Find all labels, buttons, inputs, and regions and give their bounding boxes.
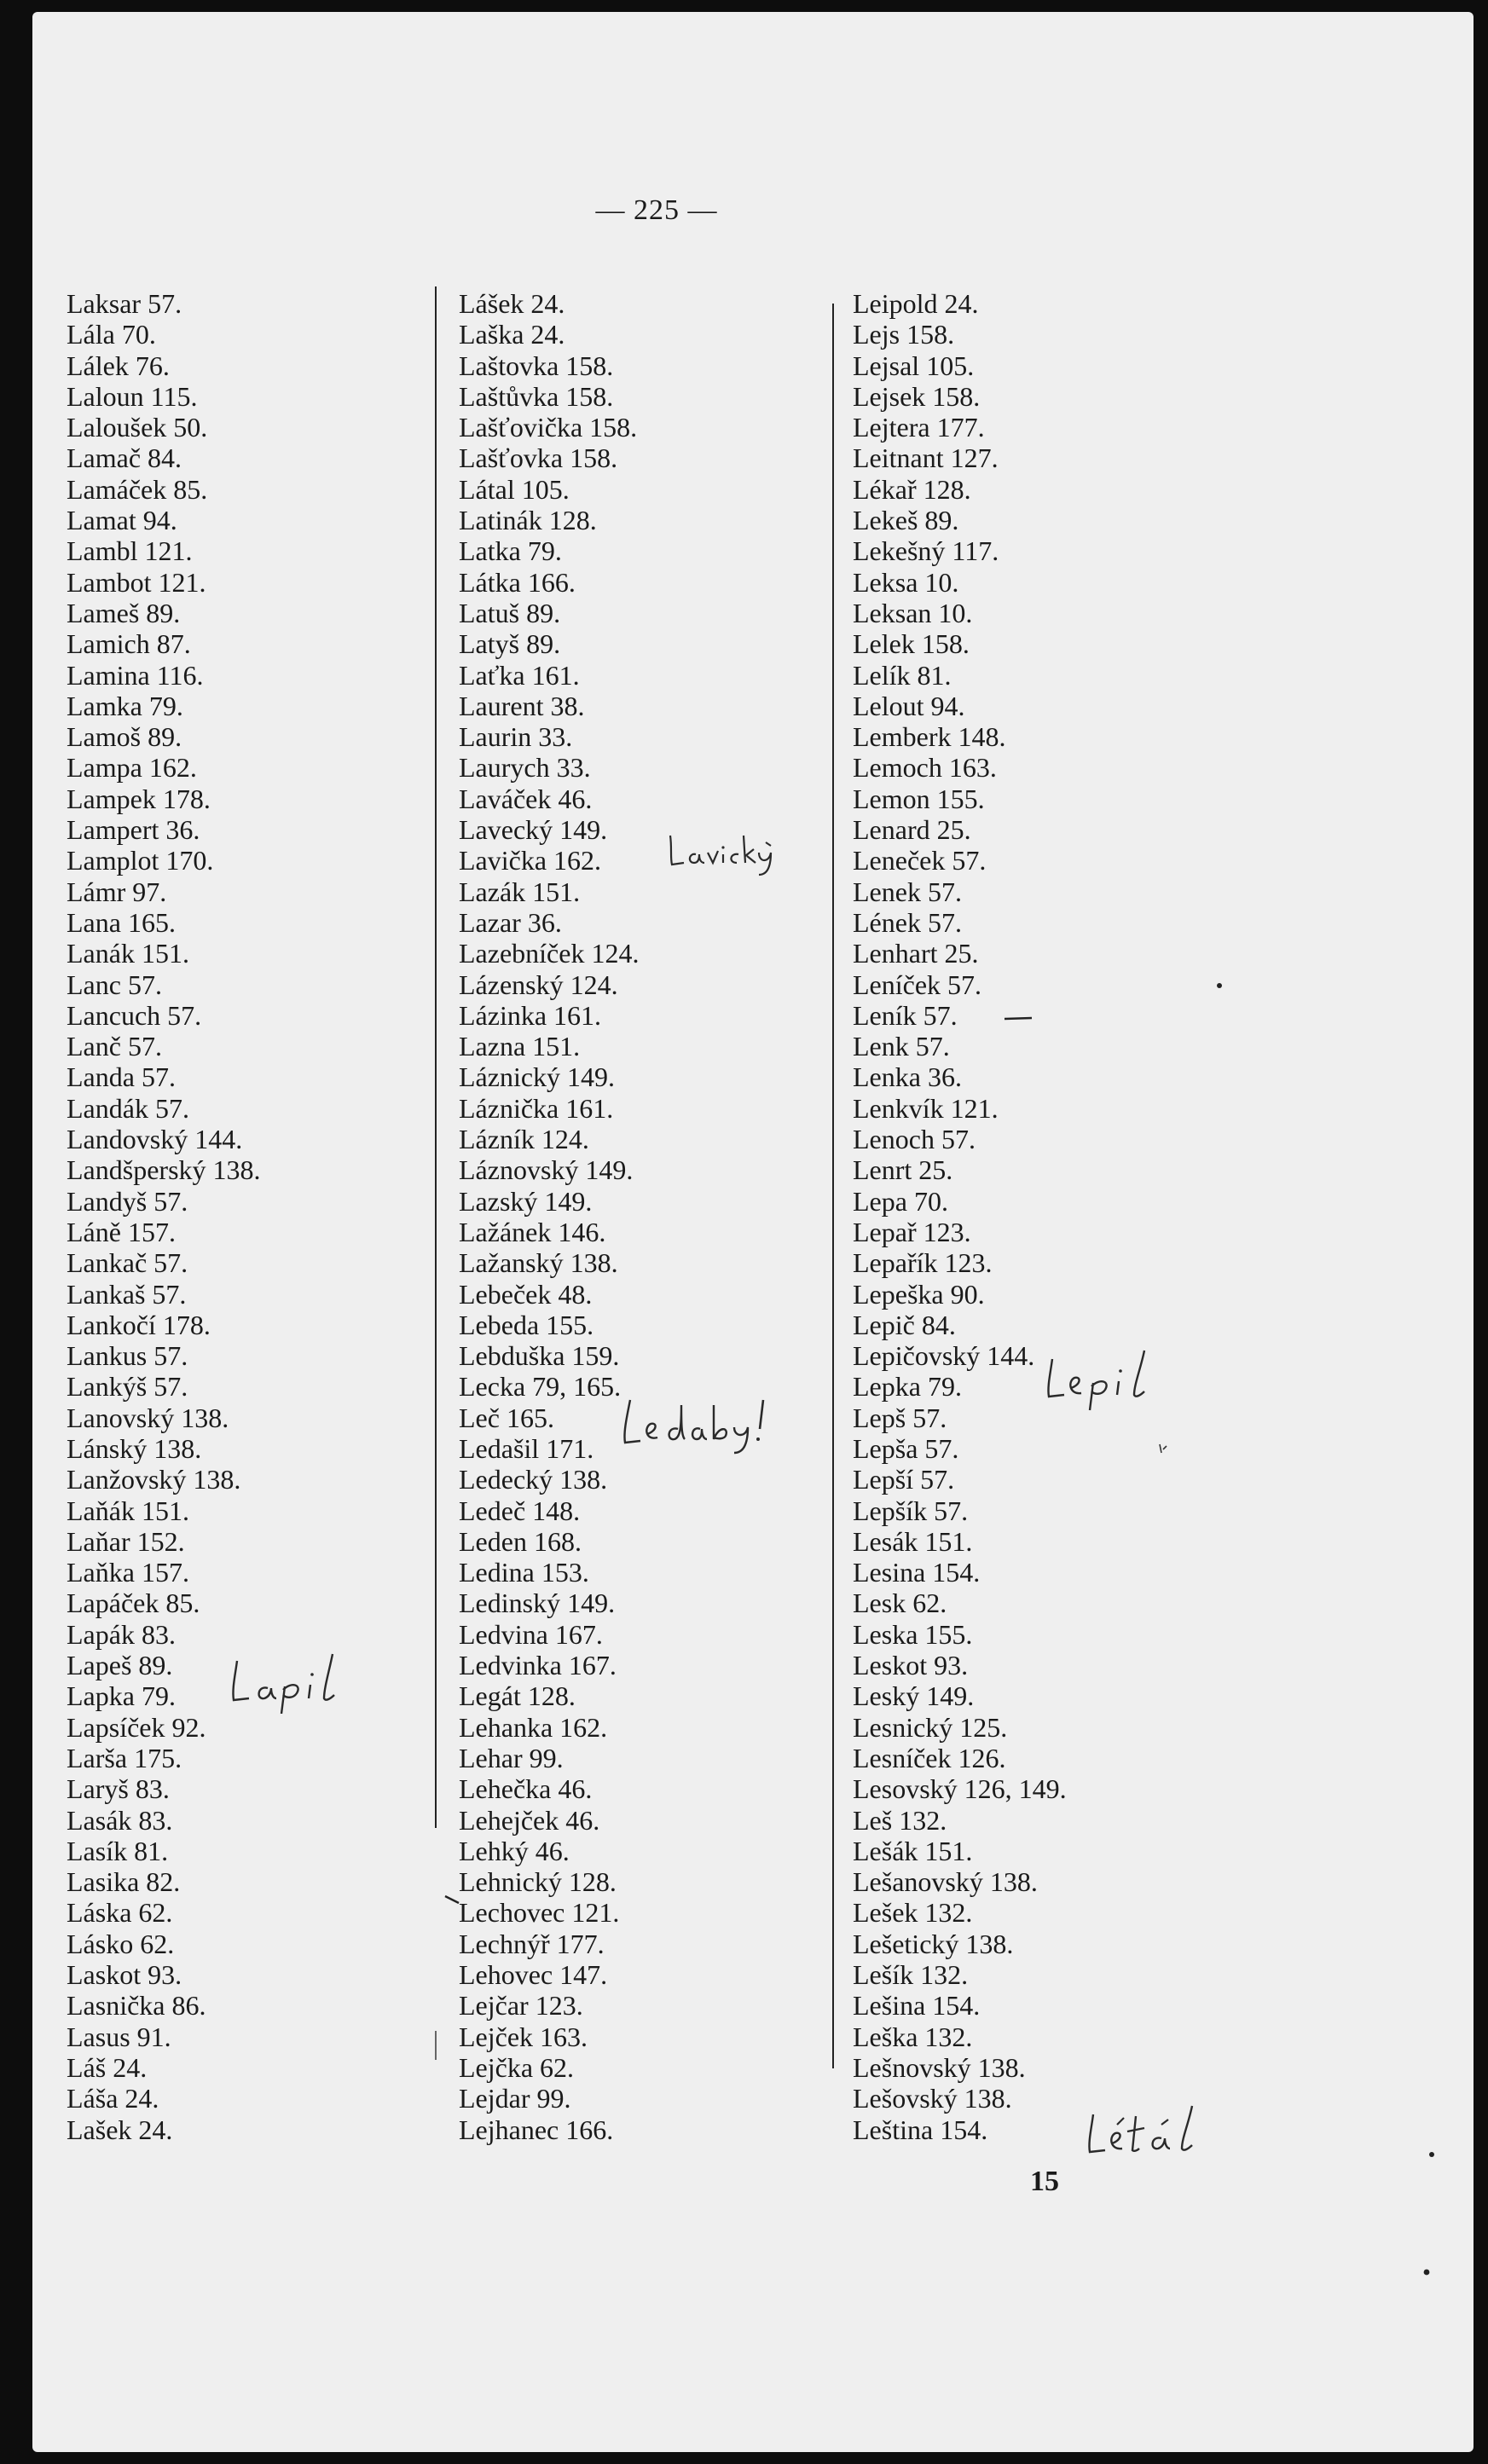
surname-entry: Lapka 79. — [67, 1680, 176, 1712]
surname-entry: Lapeš 89. — [67, 1650, 173, 1681]
surname-entry: Ledvinka 167. — [459, 1650, 617, 1681]
surname-entry: Lála 70. — [67, 319, 156, 350]
surname-entry: Laňka 157. — [67, 1557, 189, 1588]
surname-entry: Laryš 83. — [67, 1773, 170, 1805]
surname-entry: Lehar 99. — [459, 1742, 564, 1773]
surname-entry: Lenkvík 121. — [853, 1092, 999, 1124]
surname-entry: Lažánek 146. — [459, 1216, 606, 1247]
surname-entry: Landyš 57. — [67, 1185, 188, 1217]
surname-entry: Lamich 87. — [67, 628, 191, 660]
surname-entry: Lenka 36. — [853, 1061, 962, 1093]
surname-entry: Lejdar 99. — [459, 2083, 571, 2114]
surname-entry: Leský 149. — [853, 1680, 975, 1712]
surname-entry: Lambot 121. — [67, 566, 206, 598]
surname-entry: Landák 57. — [67, 1092, 189, 1124]
surname-entry: Laurent 38. — [459, 690, 585, 721]
surname-entry: Lambl 121. — [67, 535, 193, 567]
surname-entry: Lešnovský 138. — [853, 2051, 1026, 2083]
surname-entry: Lelek 158. — [853, 628, 970, 660]
signature-mark: 15 — [1030, 2166, 1059, 2197]
surname-entry: Lepařík 123. — [853, 1247, 993, 1279]
surname-entry: Lesák 151. — [853, 1525, 973, 1557]
surname-entry: Lejtera 177. — [853, 412, 985, 443]
surname-entry: Laňar 152. — [67, 1525, 185, 1557]
surname-entry: Látal 105. — [459, 473, 570, 505]
surname-entry: Laksar 57. — [67, 288, 182, 319]
surname-entry: Lechnýř 177. — [459, 1928, 605, 1959]
surname-entry: Leština 154. — [853, 2114, 988, 2145]
surname-entry: Lepša 57. — [853, 1432, 959, 1464]
surname-entry: Lankač 57. — [67, 1247, 188, 1279]
surname-entry: Laťka 161. — [459, 659, 580, 691]
surname-entry: Lejs 158. — [853, 319, 955, 350]
surname-entry: Lamka 79. — [67, 690, 183, 721]
surname-entry: Latuš 89. — [459, 597, 561, 628]
tick-mark — [1156, 1441, 1168, 1455]
surname-entry: Landovský 144. — [67, 1124, 243, 1155]
surname-entry: Lavecký 149. — [459, 814, 608, 846]
handwritten-note-lavicky — [665, 818, 785, 878]
surname-entry: Laurin 33. — [459, 721, 573, 753]
surname-entry: Lepší 57. — [853, 1464, 955, 1495]
surname-entry: Lasík 81. — [67, 1835, 169, 1866]
surname-entry: Lehký 46. — [459, 1835, 570, 1866]
handwritten-note-lepil — [1042, 1345, 1170, 1414]
surname-entry: Lanák 151. — [67, 938, 189, 969]
surname-entry: Láš 24. — [67, 2051, 148, 2083]
surname-entry: Lenrt 25. — [853, 1154, 953, 1186]
surname-entry: Latyš 89. — [459, 628, 561, 660]
surname-entry: Lešina 154. — [853, 1990, 981, 2022]
surname-entry: Ledinský 149. — [459, 1588, 616, 1619]
surname-entry: Lešanovský 138. — [853, 1866, 1038, 1898]
surname-entry: Lešík 132. — [853, 1959, 969, 1991]
surname-entry: Lešovský 138. — [853, 2083, 1012, 2114]
surname-entry: Larša 175. — [67, 1742, 182, 1773]
surname-entry: Lekeš 89. — [853, 505, 959, 536]
surname-entry: Lepš 57. — [853, 1402, 947, 1433]
page-header: — 225 — — [595, 194, 718, 226]
surname-entry: Lavička 162. — [459, 845, 602, 876]
pencil-check-mark — [442, 1893, 464, 1910]
surname-entry: Leš 132. — [853, 1804, 947, 1836]
surname-entry: Lazský 149. — [459, 1185, 593, 1217]
surname-entry: Lasák 83. — [67, 1804, 173, 1836]
surname-entry: Lechovec 121. — [459, 1897, 620, 1929]
surname-entry: Lejsek 158. — [853, 380, 981, 412]
surname-entry: Lázinka 161. — [459, 999, 602, 1031]
surname-entry: Lehečka 46. — [459, 1773, 593, 1805]
surname-entry: Lánský 138. — [67, 1432, 202, 1464]
surname-entry: Leník 57. — [853, 999, 958, 1031]
surname-entry: Laskot 93. — [67, 1959, 182, 1991]
surname-entry: Lelík 81. — [853, 659, 952, 691]
surname-entry: Lejsal 105. — [853, 350, 975, 381]
surname-entry: Leška 132. — [853, 2021, 973, 2052]
surname-entry: Lankočí 178. — [67, 1309, 211, 1340]
surname-entry: Lálek 76. — [67, 350, 170, 381]
surname-entry: Lanc 57. — [67, 969, 162, 1000]
surname-entry: Leksan 10. — [853, 597, 973, 628]
surname-entry: Lanovský 138. — [67, 1402, 229, 1433]
surname-entry: Lankus 57. — [67, 1340, 188, 1372]
surname-entry: Leitnant 127. — [853, 442, 999, 474]
surname-entry: Laurych 33. — [459, 752, 591, 784]
surname-entry: Leden 168. — [459, 1525, 582, 1557]
surname-entry: Lehejček 46. — [459, 1804, 600, 1836]
column-divider-1 — [435, 286, 437, 1828]
surname-entry: Lepeška 90. — [853, 1278, 985, 1310]
surname-entry: Lazebníček 124. — [459, 938, 640, 969]
dot-mark — [1421, 2266, 1433, 2278]
surname-entry: Landa 57. — [67, 1061, 176, 1093]
surname-entry: Lelout 94. — [853, 690, 965, 721]
surname-entry: Ledecký 138. — [459, 1464, 608, 1495]
surname-entry: Lamoš 89. — [67, 721, 182, 753]
surname-entry: Lamina 116. — [67, 659, 204, 691]
surname-entry: Lemon 155. — [853, 783, 985, 814]
surname-entry: Lešák 151. — [853, 1835, 973, 1866]
surname-entry: Lamač 84. — [67, 442, 182, 474]
surname-entry: Lasus 91. — [67, 2021, 171, 2052]
surname-entry: Lapáček 85. — [67, 1588, 200, 1619]
surname-entry: Lejhanec 166. — [459, 2114, 614, 2145]
surname-entry: Legát 128. — [459, 1680, 576, 1712]
surname-entry: Landšperský 138. — [67, 1154, 261, 1186]
surname-entry: Lampert 36. — [67, 814, 200, 846]
surname-entry: Lemberk 148. — [853, 721, 1006, 753]
surname-entry: Lašťovka 158. — [459, 442, 618, 474]
surname-entry: Lašek 24. — [67, 2114, 173, 2145]
surname-entry: Lepičovský 144. — [853, 1340, 1035, 1372]
surname-entry: Lampek 178. — [67, 783, 211, 814]
handwritten-note-letal — [1083, 2099, 1219, 2167]
surname-entry: Lapsíček 92. — [67, 1711, 206, 1743]
surname-entry: Laváček 46. — [459, 783, 593, 814]
surname-entry: Laňák 151. — [67, 1495, 189, 1526]
surname-entry: Lepšík 57. — [853, 1495, 969, 1526]
handwritten-note-lapil — [229, 1646, 356, 1714]
surname-entry: Lankýš 57. — [67, 1371, 188, 1403]
dash-mark — [1003, 1015, 1037, 1023]
surname-entry: Laloušek 50. — [67, 412, 208, 443]
surname-entry: Lázník 124. — [459, 1124, 589, 1155]
surname-entry: Lesnický 125. — [853, 1711, 1008, 1743]
surname-entry: Lehanka 162. — [459, 1711, 608, 1743]
surname-entry: Ledeč 148. — [459, 1495, 581, 1526]
surname-entry: Lejček 163. — [459, 2021, 588, 2052]
surname-entry: Láznovský 149. — [459, 1154, 634, 1186]
surname-entry: Lesovský 126, 149. — [853, 1773, 1067, 1805]
surname-column-2 — [459, 288, 639, 2145]
surname-entry: Lášek 24. — [459, 288, 565, 319]
surname-entry: Lámr 97. — [67, 876, 167, 907]
surname-entry: Lesníček 126. — [853, 1742, 1006, 1773]
surname-entry: Láznička 161. — [459, 1092, 614, 1124]
surname-entry: Ledašil 171. — [459, 1432, 594, 1464]
surname-entry: Láně 157. — [67, 1216, 176, 1247]
surname-entry: Laška 24. — [459, 319, 565, 350]
surname-entry: Lásko 62. — [67, 1928, 175, 1959]
surname-entry: Lazar 36. — [459, 906, 562, 938]
surname-entry: Lasika 82. — [67, 1866, 181, 1898]
surname-entry: Lanč 57. — [67, 1031, 162, 1062]
surname-entry: Lekešný 117. — [853, 535, 999, 567]
surname-entry: Lešetický 138. — [853, 1928, 1014, 1959]
surname-entry: Láša 24. — [67, 2083, 159, 2114]
surname-entry: Lesina 154. — [853, 1557, 981, 1588]
surname-entry: Lasnička 86. — [67, 1990, 206, 2022]
surname-entry: Lazák 151. — [459, 876, 581, 907]
surname-entry: Lehnický 128. — [459, 1866, 617, 1898]
surname-entry: Lebeček 48. — [459, 1278, 593, 1310]
surname-entry: Lankaš 57. — [67, 1278, 187, 1310]
surname-entry: Laštovka 158. — [459, 350, 614, 381]
surname-entry: Lancuch 57. — [67, 999, 202, 1031]
surname-column-3 — [853, 288, 1067, 2145]
dot-mark — [1214, 980, 1225, 991]
surname-entry: Lamat 94. — [67, 505, 177, 536]
surname-entry: Lažanský 138. — [459, 1247, 618, 1279]
surname-entry: Látka 166. — [459, 566, 576, 598]
surname-entry: Lemoch 163. — [853, 752, 997, 784]
surname-entry: Lana 165. — [67, 906, 176, 938]
surname-entry: Láska 62. — [67, 1897, 173, 1929]
surname-entry: Lenhart 25. — [853, 938, 979, 969]
surname-entry: Lenek 57. — [853, 876, 962, 907]
surname-entry: Lesk 62. — [853, 1588, 947, 1619]
handwritten-note-ledaby — [618, 1388, 789, 1456]
surname-entry: Leipold 24. — [853, 288, 979, 319]
surname-entry: Laloun 115. — [67, 380, 198, 412]
surname-entry: Leska 155. — [853, 1618, 973, 1650]
surname-entry: Lešek 132. — [853, 1897, 973, 1929]
surname-entry: Lejčka 62. — [459, 2051, 575, 2083]
surname-entry: Lebduška 159. — [459, 1340, 620, 1372]
surname-entry: Lazna 151. — [459, 1031, 581, 1062]
surname-entry: Leskot 93. — [853, 1650, 969, 1681]
surname-entry: Ledvina 167. — [459, 1618, 603, 1650]
surname-entry: Leksa 10. — [853, 566, 959, 598]
surname-entry: Lenoch 57. — [853, 1124, 976, 1155]
surname-entry: Lázenský 124. — [459, 969, 618, 1000]
surname-entry: Lepič 84. — [853, 1309, 956, 1340]
surname-entry: Lašťovička 158. — [459, 412, 638, 443]
surname-entry: Leneček 57. — [853, 845, 987, 876]
surname-entry: Lanžovský 138. — [67, 1464, 241, 1495]
surname-entry: Lepa 70. — [853, 1185, 948, 1217]
column-divider-2 — [832, 304, 834, 2068]
surname-entry: Lenard 25. — [853, 814, 971, 846]
surname-entry: Leníček 57. — [853, 969, 982, 1000]
surname-entry: Láznický 149. — [459, 1061, 616, 1093]
surname-entry: Lamáček 85. — [67, 473, 208, 505]
surname-entry: Lepka 79. — [853, 1371, 962, 1403]
margin-tick — [431, 2029, 440, 2063]
surname-entry: Leč 165. — [459, 1402, 554, 1433]
surname-entry: Latka 79. — [459, 535, 562, 567]
surname-entry: Lejčar 123. — [459, 1990, 583, 2022]
surname-entry: Ledina 153. — [459, 1557, 589, 1588]
surname-entry: Laštůvka 158. — [459, 380, 614, 412]
surname-entry: Lebeda 155. — [459, 1309, 594, 1340]
surname-entry: Lehovec 147. — [459, 1959, 608, 1991]
surname-entry: Latinák 128. — [459, 505, 597, 536]
surname-entry: Lapák 83. — [67, 1618, 176, 1650]
surname-entry: Lékař 128. — [853, 473, 971, 505]
surname-entry: Lamplot 170. — [67, 845, 214, 876]
dot-mark — [1426, 2149, 1438, 2160]
surname-column-1 — [67, 288, 261, 2145]
surname-entry: Lecka 79, 165. — [459, 1371, 622, 1403]
surname-entry: Lepař 123. — [853, 1216, 971, 1247]
surname-entry: Lenk 57. — [853, 1031, 950, 1062]
surname-entry: Lének 57. — [853, 906, 962, 938]
surname-entry: Lampa 162. — [67, 752, 197, 784]
surname-entry: Lameš 89. — [67, 597, 181, 628]
